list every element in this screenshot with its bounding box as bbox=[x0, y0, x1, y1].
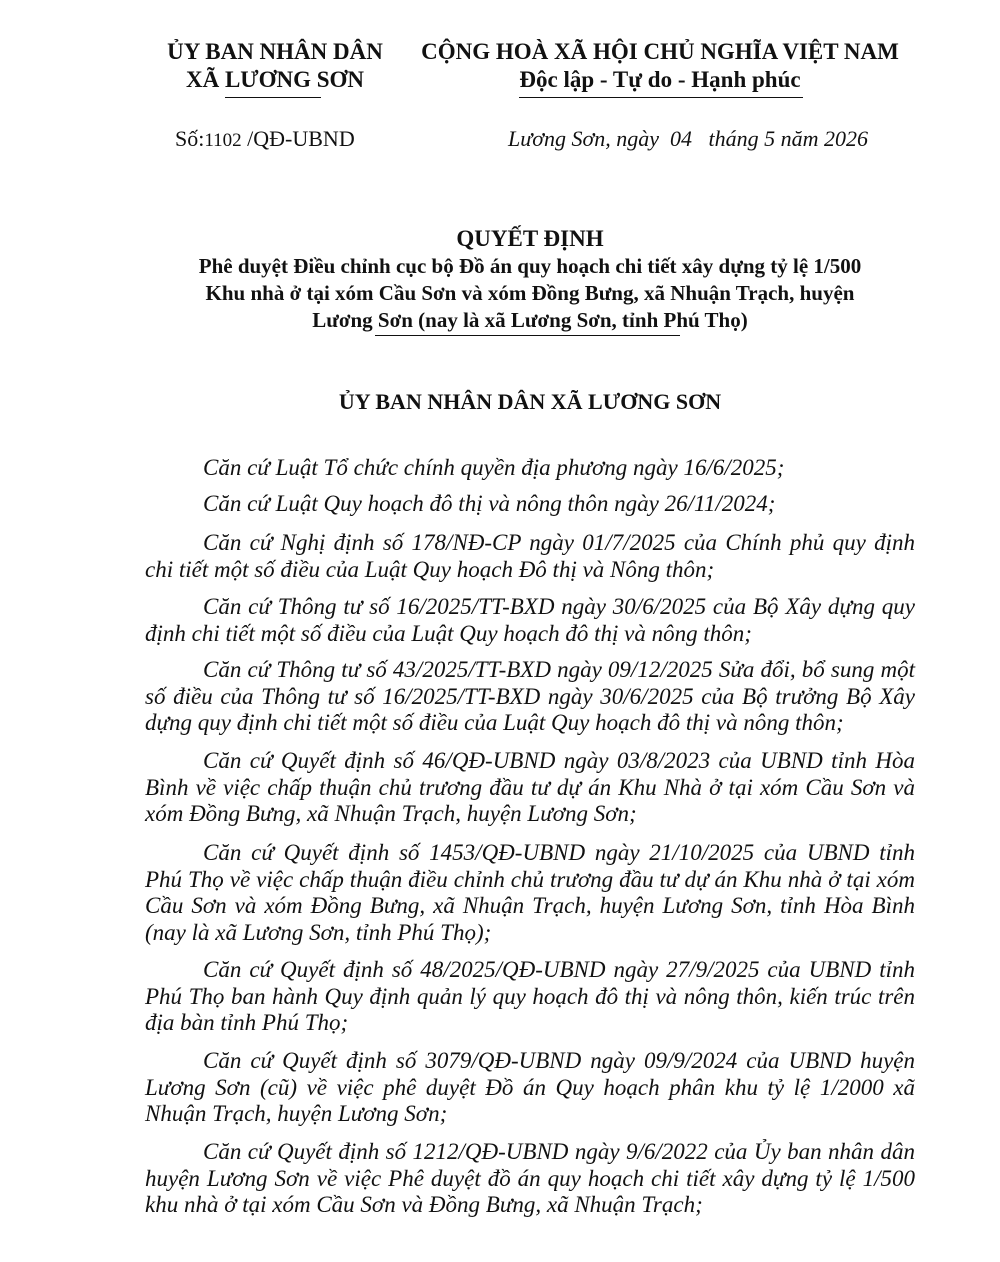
national-motto: Độc lập - Tự do - Hạnh phúc bbox=[519, 67, 801, 92]
legal-basis-6: Căn cứ Quyết định số 46/QĐ-UBND ngày 03/8/2023 của UBND tỉnh Hòa Bình về việc chấp thuận chủ trương đầu tư dự án Khu Nhà ở tại xóm Cầu Sơn và xóm Đồng Bưng, xã Nhuận Trạch, huyện Lương Sơn; bbox=[145, 748, 915, 826]
issuer-underline bbox=[225, 97, 321, 98]
decision-subject-line-2: Khu nhà ở tại xóm Cầu Sơn và xóm Đồng Bưng, xã Nhuận Trạch, huyện bbox=[205, 281, 855, 305]
number-suffix: /QĐ-UBND bbox=[247, 126, 355, 151]
number-prefix: Số: bbox=[175, 126, 205, 151]
legal-basis-4: Căn cứ Thông tư số 16/2025/TT-BXD ngày 30/6/2025 của Bộ Xây dựng quy định chi tiết một số điều của Luật Quy hoạch đô thị và nông thôn; bbox=[145, 594, 915, 646]
decision-title: QUYẾT ĐỊNH bbox=[456, 226, 604, 251]
legal-basis-2: Căn cứ Luật Quy hoạch đô thị và nông thôn ngày 26/11/2024; bbox=[203, 491, 776, 516]
decision-subject-line-1: Phê duyệt Điều chỉnh cục bộ Đồ án quy hoạch chi tiết xây dựng tỷ lệ 1/500 bbox=[198, 254, 862, 278]
issuing-authority: ỦY BAN NHÂN DÂN XÃ LƯƠNG SƠN bbox=[338, 389, 722, 414]
national-title: CỘNG HOÀ XÃ HỘI CHỦ NGHĨA VIỆT NAM bbox=[421, 39, 899, 64]
legal-basis-10: Căn cứ Quyết định số 1212/QĐ-UBND ngày 9/6/2022 của Ủy ban nhân dân huyện Lương Sơn về việc Phê duyệt đồ án quy hoạch chi tiết xây dựng tỷ lệ 1/500 khu nhà ở tại xóm Cầu Sơn và Đồng Bưng, xã Nhuận Trạch; bbox=[145, 1139, 915, 1217]
document-number bbox=[175, 126, 355, 154]
legal-basis-9: Căn cứ Quyết định số 3079/QĐ-UBND ngày 09/9/2024 của UBND huyện Lương Sơn (cũ) về việc phê duyệt Đồ án Quy hoạch phân khu tỷ lệ 1/2000 xã Nhuận Trạch, huyện Lương Sơn; bbox=[145, 1048, 915, 1126]
number-value: 1102 bbox=[204, 130, 242, 151]
place-date: Lương Sơn, ngày 04 tháng 5 năm 2026 bbox=[508, 126, 868, 151]
legal-basis-5: Căn cứ Thông tư số 43/2025/TT-BXD ngày 09/12/2025 Sửa đổi, bổ sung một số điều của Thông tư số 16/2025/TT-BXD ngày 30/6/2025 của Bộ trưởng Bộ Xây dựng quy định chi tiết một số điều của Luật Quy hoạch đô thị và nông thôn; bbox=[145, 657, 915, 735]
legal-basis-7: Căn cứ Quyết định số 1453/QĐ-UBND ngày 21/10/2025 của UBND tỉnh Phú Thọ về việc chấp thuận điều chỉnh chủ trương đầu tư dự án Khu nhà ở tại xóm Cầu Sơn và xóm Đồng Bưng, xã Nhuận Trạch, huyện Lương Sơn, tỉnh Hòa Bình (nay là xã Lương Sơn, tỉnh Phú Thọ); bbox=[145, 840, 915, 945]
subject-underline bbox=[375, 335, 680, 336]
decision-subject-line-3: Lương Sơn (nay là xã Lương Sơn, tỉnh Phú Thọ) bbox=[312, 308, 748, 332]
motto-underline bbox=[519, 97, 803, 98]
legal-basis-1: Căn cứ Luật Tổ chức chính quyền địa phương ngày 16/6/2025; bbox=[203, 455, 785, 480]
legal-basis-3: Căn cứ Nghị định số 178/NĐ-CP ngày 01/7/2025 của Chính phủ quy định chi tiết một số điều của Luật Quy hoạch Đô thị và Nông thôn; bbox=[145, 530, 915, 582]
issuer-line-1: ỦY BAN NHÂN DÂN bbox=[167, 39, 383, 64]
issuer-line-2: XÃ LƯƠNG SƠN bbox=[185, 67, 365, 92]
legal-basis-8: Căn cứ Quyết định số 48/2025/QĐ-UBND ngày 27/9/2025 của UBND tỉnh Phú Thọ ban hành Quy định quản lý quy hoạch đô thị và nông thôn, kiến trúc trên địa bàn tỉnh Phú Thọ; bbox=[145, 957, 915, 1035]
